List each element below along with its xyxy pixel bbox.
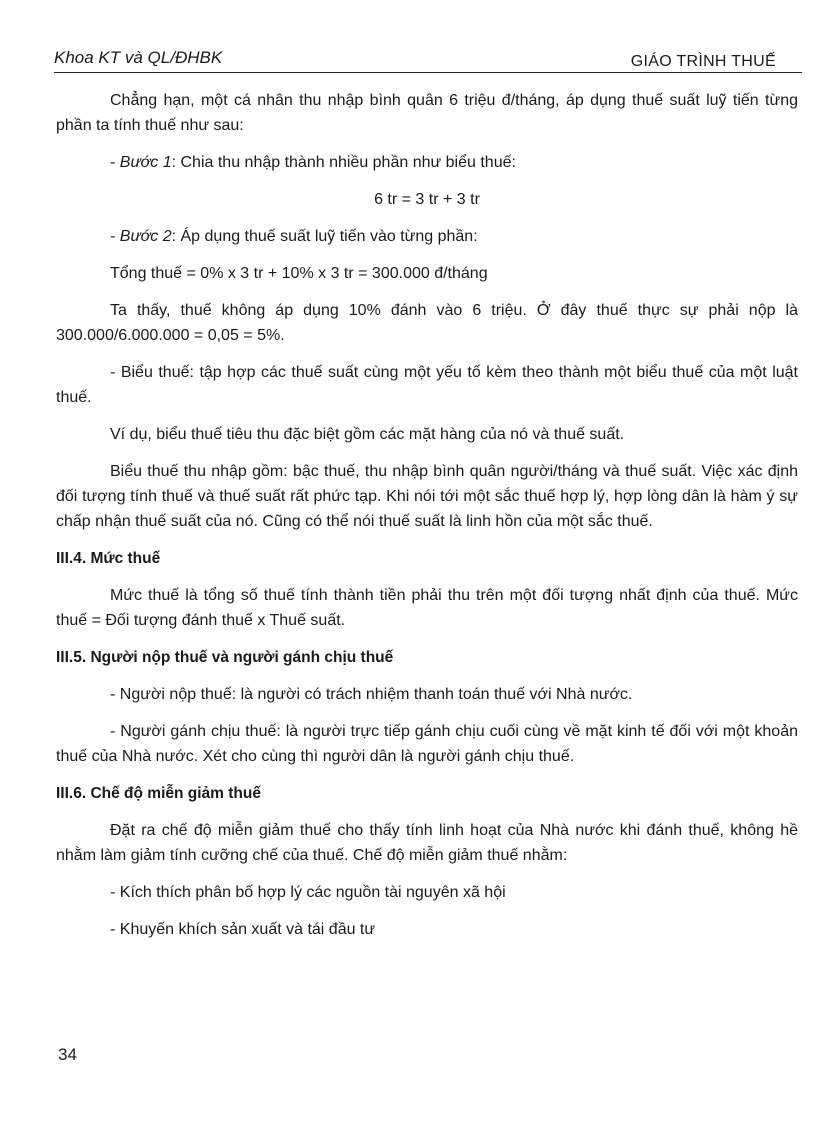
- paragraph-tax-bearer: - Người gánh chịu thuế: là người trực tiếp gánh chịu cuối cùng về mặt kinh tế đối với một khoản thuế của Nhà nước. Xét cho cùng thì người dân là người gánh chịu thuế.: [56, 723, 798, 765]
- paragraph-special-consumption-example: Ví dụ, biểu thuế tiêu thu đặc biệt gồm các mặt hàng của nó và thuế suất.: [110, 426, 625, 443]
- formula-total-tax: Tổng thuế = 0% x 3 tr + 10% x 3 tr = 300.000 đ/tháng: [110, 265, 488, 282]
- paragraph-tax-schedule: - Biểu thuế: tập hợp các thuế suất cùng một yếu tố kèm theo thành một biểu thuế của một luật thuế.: [56, 364, 798, 406]
- paragraph-income-schedule: Biểu thuế thu nhập gồm: bậc thuế, thu nhập bình quân người/tháng và thuế suất. Việc xác định đối tượng tính thuế và thuế suất rất phức tạp. Khi nói tới một sắc thuế hợp lý, hợp lòng dân là hàm ý sự chấp nhận thuế suất của nó. Cũng có thể nói thuế suất là linh hồn của một sắc thuế.: [56, 463, 798, 530]
- paragraph-exemption-item-2: - Khuyến khích sản xuất và tái đầu tư: [110, 921, 376, 938]
- step-2-text: : Áp dụng thuế suất luỹ tiến vào từng phần:: [171, 228, 478, 245]
- header-book-title: GIÁO TRÌNH THUẾ: [630, 53, 776, 70]
- header-divider: [54, 72, 802, 73]
- page-body: [56, 88, 798, 954]
- heading-iii-6: III.6. Chế độ miễn giảm thuế: [56, 785, 261, 802]
- heading-iii-4: III.4. Mức thuế: [56, 550, 161, 567]
- formula-split: 6 tr = 3 tr + 3 tr: [374, 191, 480, 208]
- step-1-dash: -: [110, 154, 120, 171]
- paragraph-exemption-intro: Đặt ra chế độ miễn giảm thuế cho thấy tính linh hoạt của Nhà nước khi đánh thuế, không hề nhằm làm giảm tính cưỡng chế của thuế. Chế độ miễn giảm thuế nhằm:: [56, 822, 798, 864]
- step-2-label: Bước 2: [119, 228, 172, 245]
- paragraph-step-1: [56, 150, 798, 175]
- page-number: 34: [58, 1045, 77, 1064]
- page-header: [54, 40, 802, 74]
- step-1-text: : Chia thu nhập thành nhiều phần như biểu thuế:: [171, 154, 516, 171]
- paragraph-effective-rate: Ta thấy, thuế không áp dụng 10% đánh vào 6 triệu. Ở đây thuế thực sự phải nộp là 300.000/6.000.000 = 0,05 = 5%.: [56, 302, 798, 344]
- paragraph-tax-amount: Mức thuế là tổng số thuế tính thành tiền phải thu trên một đối tượng nhất định của thuế. Mức thuế = Đối tượng đánh thuế x Thuế suất.: [56, 587, 798, 629]
- paragraph-taxpayer: - Người nộp thuế: là người có trách nhiệm thanh toán thuế với Nhà nước.: [110, 686, 633, 703]
- paragraph-example-intro: Chẳng hạn, một cá nhân thu nhập bình quân 6 triệu đ/tháng, áp dụng thuế suất luỹ tiến từng phần ta tính thuế như sau:: [56, 92, 798, 134]
- heading-iii-5: III.5. Người nộp thuế và người gánh chịu thuế: [56, 649, 394, 666]
- step-1-label: Bước 1: [119, 154, 172, 171]
- step-2-dash: -: [110, 228, 120, 245]
- paragraph-exemption-item-1: - Kích thích phân bố hợp lý các nguồn tài nguyên xã hội: [110, 884, 506, 901]
- header-faculty: Khoa KT và QL/ĐHBK: [54, 48, 223, 67]
- paragraph-step-2: [56, 224, 798, 249]
